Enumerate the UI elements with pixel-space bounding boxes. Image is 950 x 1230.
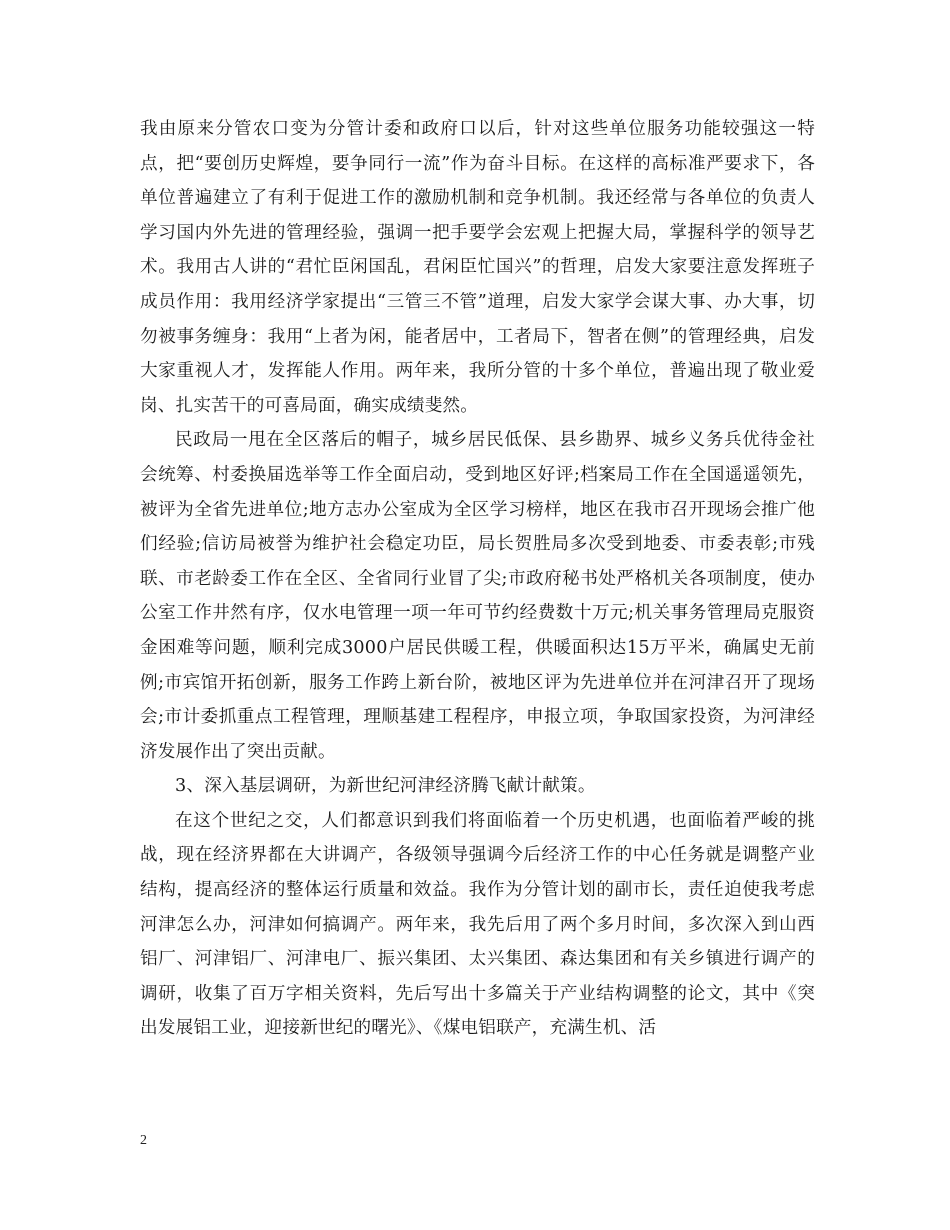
paragraph-4: 在这个世纪之交，人们都意识到我们将面临着一个历史机遇，也面临着严峻的挑战，现在经济界都在大讲调产，各级领导强调今后经济工作的中心任务就是调整产业结构，提高经济的整体运行质量和效益。我作为分管计划的副市长，责任迫使我考虑河津怎么办，河津如何搞调产。两年来，我先后用了两个多月时间，多次深入到山西铝厂、河津铝厂、河津电厂、振兴集团、太兴集团、森达集团和有关乡镇进行调产的调研，收集了百万字相关资料，先后写出十多篇关于产业结构调整的论文，其中《突出发展铝工业，迎接新世纪的曙光》、《煤电铝联产，充满生机、活	[140, 810, 815, 1039]
document-body	[140, 112, 815, 1046]
paragraph-1: 我由原来分管农口变为分管计委和政府口以后，针对这些单位服务功能较强这一特点，把“要创历史辉煌，要争同行一流”作为奋斗目标。在这样的高标准严要求下，各单位普遍建立了有利于促进工作的激励机制和竞争机制。我还经常与各单位的负责人学习国内外先进的管理经验，强调一把手要学会宏观上把握大局，掌握科学的领导艺术。我用古人讲的“君忙臣闲国乱，君闲臣忙国兴”的哲理，启发大家要注意发挥班子成员作用：我用经济学家提出“三管三不管”道理，启发大家学会谋大事、办大事，切勿被事务缠身：我用“上者为闲，能者居中，工者局下，智者在侧”的管理经典，启发大家重视人才，发挥能人作用。两年来，我所分管的十多个单位，普遍出现了敬业爱岗、扎实苦干的可喜局面，确实成绩斐然。	[140, 119, 815, 416]
paragraph-2: 民政局一甩在全区落后的帽子，城乡居民低保、县乡勘界、城乡义务兵优待金社会统筹、村委换届选举等工作全面启动，受到地区好评;档案局工作在全国遥遥领先，被评为全省先进单位;地方志办公室成为全区学习榜样，地区在我市召开现场会推广他们经验;信访局被誉为维护社会稳定功臣，局长贺胜局多次受到地委、市委表彰;市残联、市老龄委工作在全区、全省同行业冒了尖;市政府秘书处严格机关各项制度，使办公室工作井然有序，仅水电管理一项一年可节约经费数十万元;机关事务管理局克服资金困难等问题，顺利完成3000户居民供暖工程，供暖面积达15万平米，确属史无前例;市宾馆开拓创新，服务工作跨上新台阶，被地区评为先进单位并在河津召开了现场会;市计委抓重点工程管理，理顺基建工程程序，申报立项，争取国家投资，为河津经济发展作出了突出贡献。	[140, 430, 815, 762]
section-heading-3: 3、深入基层调研，为新世纪河津经济腾飞献计献策。	[175, 776, 596, 797]
page-number: 2	[140, 1133, 147, 1148]
